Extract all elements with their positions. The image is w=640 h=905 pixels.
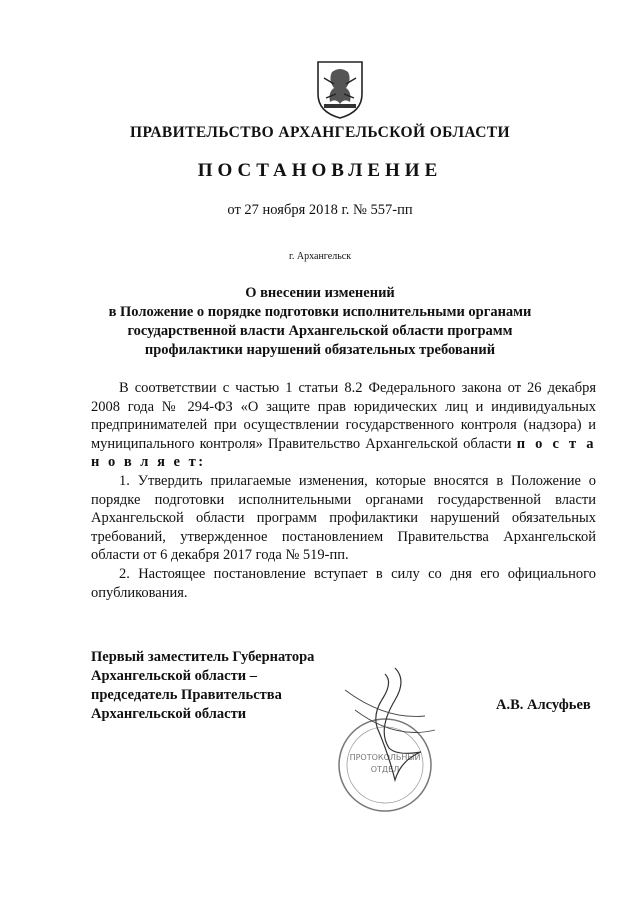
official-stamp-icon bbox=[325, 660, 445, 820]
signatory-title-line: Архангельской области – bbox=[91, 668, 257, 684]
subject-line: государственной власти Архангельской области программ bbox=[127, 323, 513, 339]
signatory-title bbox=[91, 648, 314, 724]
subject-line: О внесении изменений bbox=[245, 285, 395, 301]
decides-text: п о с т а н о в л я е т: bbox=[91, 435, 596, 471]
document-subject bbox=[100, 284, 540, 360]
item-1: 1. Утвердить прилагаемые изменения, которые вносятся в Положение о порядке подготовки исполнительными органами государственной власти Архангельской области программ профилактики нарушений обязательных требований, утвержденное постановлением Правительства Архангельской области от 6 декабря 2017 года № 519-пп. bbox=[91, 472, 596, 564]
government-name: ПРАВИТЕЛЬСТВО АРХАНГЕЛЬСКОЙ ОБЛАСТИ bbox=[129, 124, 510, 141]
item-2: 2. Настоящее постановление вступает в силу со дня его официального опубликования. bbox=[91, 565, 596, 601]
subject-line: профилактики нарушений обязательных требований bbox=[144, 342, 496, 358]
subject-line: в Положение о порядке подготовки исполнительными органами bbox=[108, 304, 532, 320]
signatory-name: А.В. Алсуфьев bbox=[496, 697, 591, 713]
signatory-title-line: председатель Правительства bbox=[91, 687, 282, 703]
document-type: ПОСТАНОВЛЕНИЕ bbox=[197, 160, 443, 181]
signatory-title-line: Архангельской области bbox=[91, 706, 247, 722]
preamble-text: В соответствии с частью 1 статьи 8.2 Федерального закона от 26 декабря 2008 года № 294-ФЗ «О защите прав юридических лиц и индивидуальных предпринимателей при осуществлении государственного контроля (надзора) и муниципального контроля» Правительство Архангельской области bbox=[91, 380, 596, 452]
preamble-paragraph bbox=[91, 379, 596, 472]
svg-text:ПРОТОКОЛЬНЫЙ: ПРОТОКОЛЬНЫЙ bbox=[349, 753, 421, 762]
document-body bbox=[91, 379, 596, 602]
svg-text:ОТДЕЛ: ОТДЕЛ bbox=[370, 765, 400, 774]
handwritten-signature-icon bbox=[376, 668, 421, 780]
date-number: от 27 ноября 2018 г. № 557-пп bbox=[227, 202, 413, 218]
coat-of-arms-icon bbox=[312, 58, 368, 120]
city: г. Архангельск bbox=[288, 251, 352, 262]
signatory-title-line: Первый заместитель Губернатора bbox=[91, 649, 315, 665]
